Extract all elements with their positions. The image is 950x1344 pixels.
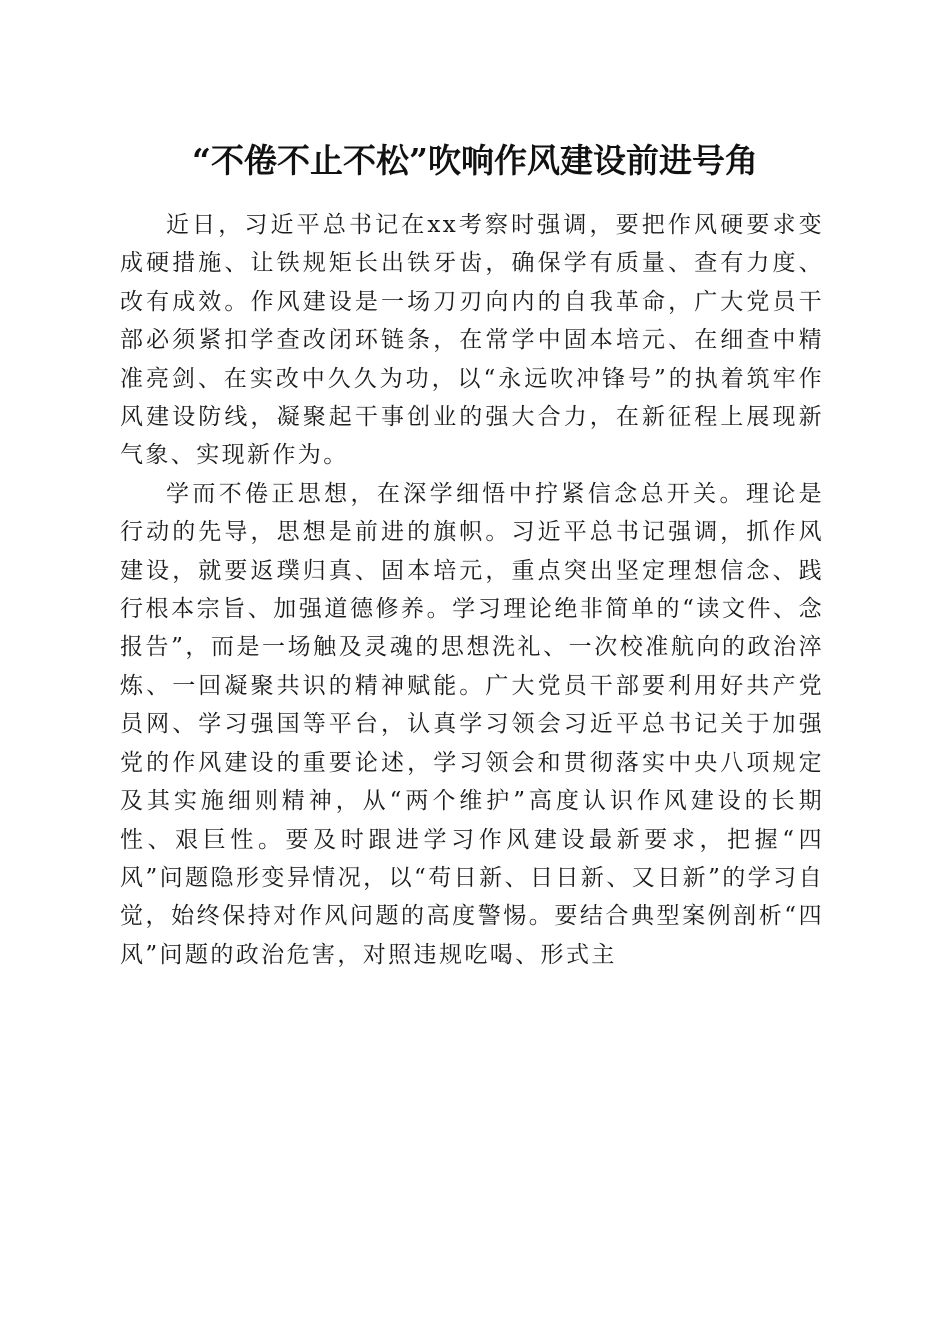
document-title: “不倦不止不松”吹响作风建设前进号角	[192, 141, 758, 180]
document-body	[120, 206, 824, 974]
paragraph-2: 学而不倦正思想，在深学细悟中拧紧信念总开关。理论是行动的先导，思想是前进的旗帜。习近平总书记强调，抓作风建设，就要返璞归真、固本培元，重点突出坚定理想信念、践行根本宗旨、加强道德修养。学习理论绝非简单的“读文件、念报告”，而是一场触及灵魂的思想洗礼、一次校准航向的政治淬炼、一回凝聚共识的精神赋能。广大党员干部要利用好共产党员网、学习强国等平台，认真学习领会习近平总书记关于加强党的作风建设的重要论述，学习领会和贯彻落实中央八项规定及其实施细则精神，从“两个维护”高度认识作风建设的长期性、艰巨性。要及时跟进学习作风建设最新要求，把握“四风”问题隐形变异情况，以“苟日新、日日新、又日新”的学习自觉，始终保持对作风问题的高度警惕。要结合典型案例剖析“四风”问题的政治危害，对照违规吃喝、形式主	[120, 480, 824, 968]
paragraph-1: 近日，习近平总书记在xx考察时强调，要把作风硬要求变成硬措施、让铁规矩长出铁牙齿，确保学有质量、查有力度、改有成效。作风建设是一场刀刃向内的自我革命，广大党员干部必须紧扣学查改闭环链条，在常学中固本培元、在细查中精准亮剑、在实改中久久为功，以“永远吹冲锋号”的执着筑牢作风建设防线，凝聚起干事创业的强大合力，在新征程上展现新气象、实现新作为。	[120, 212, 824, 469]
